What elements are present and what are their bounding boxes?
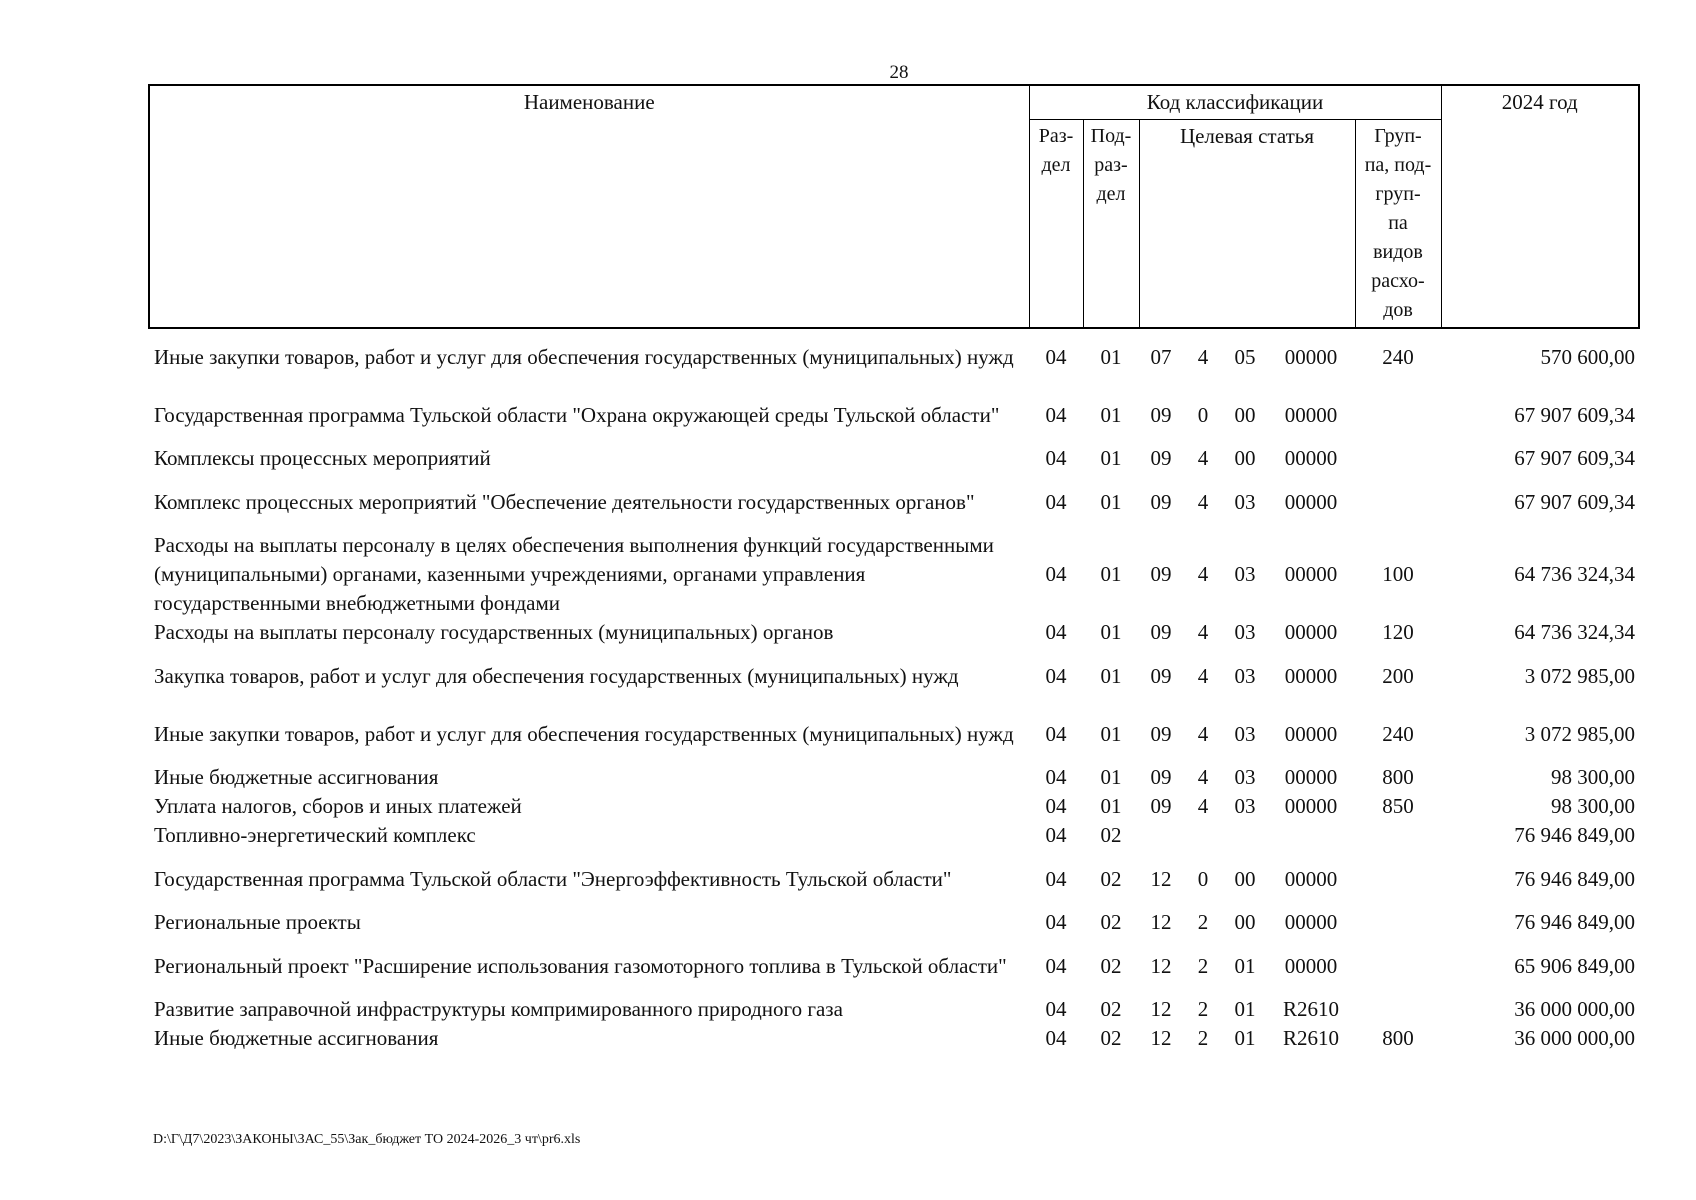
row-target-part3: 03 [1234, 721, 1256, 746]
row-target-part3: 03 [1234, 765, 1256, 789]
row-target-part1: 12 [1150, 997, 1172, 1021]
header-podrazdel-text: Под- раз- дел [1090, 125, 1132, 205]
file-path-footer: D:\Г\Д7\2023\ЗАКОНЫ\ЗАС_55\Зак_бюджет ТО 2024-2026_3 чт\pr6.xls [153, 1132, 581, 1147]
row-target-part2 [1183, 821, 1223, 850]
row-target-part4: R2610 [1282, 1026, 1339, 1050]
table-row [149, 473, 1639, 531]
row-razdel: 04 [1045, 910, 1067, 934]
row-razdel: 04 [1045, 953, 1067, 978]
page-number: 28 [889, 62, 909, 83]
row-target-part3: 00 [1234, 446, 1256, 470]
row-target-part2: 4 [1197, 446, 1209, 470]
row-expense-group [1355, 908, 1441, 937]
row-expense-group: 800 [1382, 765, 1414, 789]
row-target-part2: 4 [1197, 620, 1209, 644]
row-target-part1: 12 [1150, 953, 1172, 978]
row-target-part4: 00000 [1284, 721, 1338, 746]
row-amount: 76 946 849,00 [1514, 910, 1635, 934]
row-target-part4 [1267, 821, 1355, 850]
row-target-part2: 4 [1197, 345, 1209, 369]
row-amount: 67 907 609,34 [1514, 446, 1635, 470]
row-name: Иные закупки товаров, работ и услуг для обеспечения государственных (муниципальных) нужд [154, 345, 1014, 369]
row-razdel: 04 [1045, 402, 1067, 427]
row-razdel: 04 [1045, 562, 1067, 586]
header-target-article: Целевая статья [1139, 120, 1355, 329]
row-expense-group [1355, 937, 1441, 995]
row-name: Закупка товаров, работ и услуг для обеспечения государственных (муниципальных) нужд [154, 663, 959, 688]
row-podrazdel: 02 [1100, 910, 1122, 934]
row-razdel: 04 [1045, 866, 1067, 891]
row-target-part4: 00000 [1284, 765, 1338, 789]
row-target-part2: 0 [1197, 402, 1209, 427]
row-expense-group [1355, 444, 1441, 473]
row-target-part3: 01 [1234, 997, 1256, 1021]
row-target-part1: 12 [1150, 866, 1172, 891]
row-razdel: 04 [1045, 823, 1067, 847]
row-target-part1: 09 [1150, 402, 1172, 427]
row-name: Расходы на выплаты персоналу государственных (муниципальных) органов [154, 620, 834, 644]
row-name: Комплексы процессных мероприятий [154, 446, 491, 470]
row-name: Уплата налогов, сборов и иных платежей [154, 794, 522, 818]
row-podrazdel: 01 [1100, 446, 1122, 470]
table-row [149, 444, 1639, 473]
row-amount: 3 072 985,00 [1524, 663, 1635, 688]
row-razdel: 04 [1045, 794, 1067, 818]
row-name: Иные бюджетные ассигнования [154, 765, 439, 789]
row-amount: 76 946 849,00 [1514, 823, 1635, 847]
row-podrazdel: 01 [1100, 489, 1122, 514]
row-expense-group [1355, 473, 1441, 531]
row-target-part3: 03 [1234, 794, 1256, 818]
row-target-part2: 4 [1197, 721, 1209, 746]
row-amount: 98 300,00 [1551, 765, 1635, 789]
row-expense-group: 850 [1382, 794, 1414, 818]
row-target-part2: 4 [1197, 794, 1209, 818]
row-target-part3: 00 [1234, 910, 1256, 934]
row-expense-group [1355, 995, 1441, 1024]
row-amount: 67 907 609,34 [1514, 489, 1635, 514]
row-expense-group: 200 [1382, 663, 1414, 688]
row-razdel: 04 [1045, 1026, 1067, 1050]
table-row [149, 850, 1639, 908]
row-amount: 65 906 849,00 [1514, 953, 1635, 978]
row-target-part3: 03 [1234, 620, 1256, 644]
row-amount: 3 072 985,00 [1524, 721, 1635, 746]
row-name: Иные бюджетные ассигнования [154, 1026, 439, 1050]
row-target-part1: 09 [1150, 794, 1172, 818]
header-name: Наименование [149, 85, 1029, 328]
table-row [149, 531, 1639, 618]
row-podrazdel: 02 [1100, 953, 1122, 978]
row-name: Расходы на выплаты персоналу в целях обеспечения выполнения функций государственными (муниципальными) органами, казенными учреждениями, органами управления государственными внебюджетными фондами [154, 533, 994, 615]
row-podrazdel: 01 [1100, 345, 1122, 369]
table-row [149, 705, 1639, 763]
table-row [149, 937, 1639, 995]
budget-table [148, 84, 1640, 1053]
row-name: Региональные проекты [154, 910, 361, 934]
row-target-part4: 00000 [1284, 663, 1338, 688]
row-expense-group [1355, 386, 1441, 444]
row-expense-group: 120 [1382, 620, 1414, 644]
table-row [149, 792, 1639, 821]
row-razdel: 04 [1045, 446, 1067, 470]
table-body [149, 328, 1639, 1053]
row-target-part1: 09 [1150, 489, 1172, 514]
header-razdel-text: Раз- дел [1038, 125, 1074, 176]
header-razdel [1029, 120, 1083, 329]
table-row [149, 618, 1639, 647]
table-row [149, 763, 1639, 792]
row-podrazdel: 02 [1100, 1026, 1122, 1050]
row-target-part3: 03 [1234, 562, 1256, 586]
row-target-part2: 4 [1197, 663, 1209, 688]
row-amount: 98 300,00 [1551, 794, 1635, 818]
row-target-part4: 00000 [1284, 953, 1338, 978]
row-target-part2: 2 [1197, 997, 1209, 1021]
row-target-part1: 09 [1150, 765, 1172, 789]
row-razdel: 04 [1045, 345, 1067, 369]
row-target-part2: 4 [1197, 765, 1209, 789]
row-target-part3: 01 [1234, 953, 1256, 978]
row-target-part3: 03 [1234, 489, 1256, 514]
row-name: Развитие заправочной инфраструктуры компримированного природного газа [154, 997, 843, 1021]
row-name: Иные закупки товаров, работ и услуг для обеспечения государственных (муниципальных) нужд [154, 721, 1014, 746]
row-name: Комплекс процессных мероприятий "Обеспечение деятельности государственных органов" [154, 489, 975, 514]
row-expense-group [1355, 821, 1441, 850]
table-row [149, 908, 1639, 937]
row-target-part4: 00000 [1284, 446, 1338, 470]
row-target-part2: 4 [1197, 489, 1209, 514]
row-amount: 76 946 849,00 [1514, 866, 1635, 891]
row-amount: 36 000 000,00 [1514, 1026, 1635, 1050]
row-target-part3: 01 [1234, 1026, 1256, 1050]
row-podrazdel: 01 [1100, 620, 1122, 644]
row-podrazdel: 02 [1100, 997, 1122, 1021]
header-code-group: Код классификации [1029, 85, 1441, 120]
row-target-part4: 00000 [1284, 866, 1338, 891]
row-name: Государственная программа Тульской области "Охрана окружающей среды Тульской области" [154, 402, 1000, 427]
row-name: Топливно-энергетический комплекс [154, 823, 476, 847]
table-row [149, 821, 1639, 850]
row-podrazdel: 01 [1100, 402, 1122, 427]
row-target-part4: 00000 [1284, 562, 1338, 586]
row-target-part1: 09 [1150, 721, 1172, 746]
row-podrazdel: 01 [1100, 663, 1122, 688]
row-amount: 64 736 324,34 [1514, 620, 1635, 644]
row-target-part2: 0 [1197, 866, 1209, 891]
row-expense-group: 240 [1382, 345, 1414, 369]
row-target-part2: 2 [1197, 1026, 1209, 1050]
row-razdel: 04 [1045, 489, 1067, 514]
row-target-part2: 2 [1197, 953, 1209, 978]
table-row [149, 328, 1639, 386]
row-amount: 36 000 000,00 [1514, 997, 1635, 1021]
row-amount: 64 736 324,34 [1514, 562, 1635, 586]
table-row [149, 995, 1639, 1024]
header-expense-group [1355, 120, 1441, 329]
row-target-part1: 09 [1150, 446, 1172, 470]
row-target-part2: 4 [1197, 562, 1209, 586]
table-header [149, 85, 1639, 328]
row-podrazdel: 02 [1100, 866, 1122, 891]
row-target-part3: 00 [1234, 402, 1256, 427]
row-target-part4: 00000 [1284, 910, 1338, 934]
header-podrazdel [1083, 120, 1139, 329]
row-expense-group: 240 [1382, 721, 1414, 746]
row-podrazdel: 02 [1100, 823, 1122, 847]
row-expense-group: 800 [1382, 1026, 1414, 1050]
header-year: 2024 год [1441, 85, 1639, 328]
row-target-part4: 00000 [1284, 345, 1338, 369]
row-target-part4: 00000 [1284, 402, 1338, 427]
row-razdel: 04 [1045, 997, 1067, 1021]
row-expense-group [1355, 850, 1441, 908]
row-podrazdel: 01 [1100, 562, 1122, 586]
row-amount: 570 600,00 [1540, 345, 1635, 369]
row-target-part1: 12 [1150, 910, 1172, 934]
row-podrazdel: 01 [1100, 794, 1122, 818]
row-target-part4: R2610 [1282, 997, 1339, 1021]
table-row [149, 386, 1639, 444]
row-name: Региональный проект "Расширение использования газомоторного топлива в Тульской области" [154, 953, 1007, 978]
row-razdel: 04 [1045, 765, 1067, 789]
row-target-part1 [1139, 821, 1183, 850]
row-target-part4: 00000 [1284, 620, 1338, 644]
row-podrazdel: 01 [1100, 765, 1122, 789]
row-amount: 67 907 609,34 [1514, 402, 1635, 427]
row-target-part1: 12 [1150, 1026, 1172, 1050]
row-name: Государственная программа Тульской области "Энергоэффективность Тульской области" [154, 866, 952, 891]
row-target-part3: 05 [1234, 345, 1256, 369]
table-row [149, 1024, 1639, 1053]
row-razdel: 04 [1045, 663, 1067, 688]
row-target-part1: 07 [1150, 345, 1172, 369]
table-row [149, 647, 1639, 705]
row-target-part4: 00000 [1284, 489, 1338, 514]
row-razdel: 04 [1045, 721, 1067, 746]
row-target-part1: 09 [1150, 663, 1172, 688]
row-target-part3: 00 [1234, 866, 1256, 891]
row-target-part1: 09 [1150, 562, 1172, 586]
row-target-part2: 2 [1197, 910, 1209, 934]
row-target-part3: 03 [1234, 663, 1256, 688]
row-target-part3 [1223, 821, 1267, 850]
row-razdel: 04 [1045, 620, 1067, 644]
header-expense-group-text: Груп- па, под- груп- па видов расхо- дов [1364, 125, 1432, 321]
row-target-part1: 09 [1150, 620, 1172, 644]
row-podrazdel: 01 [1100, 721, 1122, 746]
row-expense-group: 100 [1382, 562, 1414, 586]
row-target-part4: 00000 [1284, 794, 1338, 818]
